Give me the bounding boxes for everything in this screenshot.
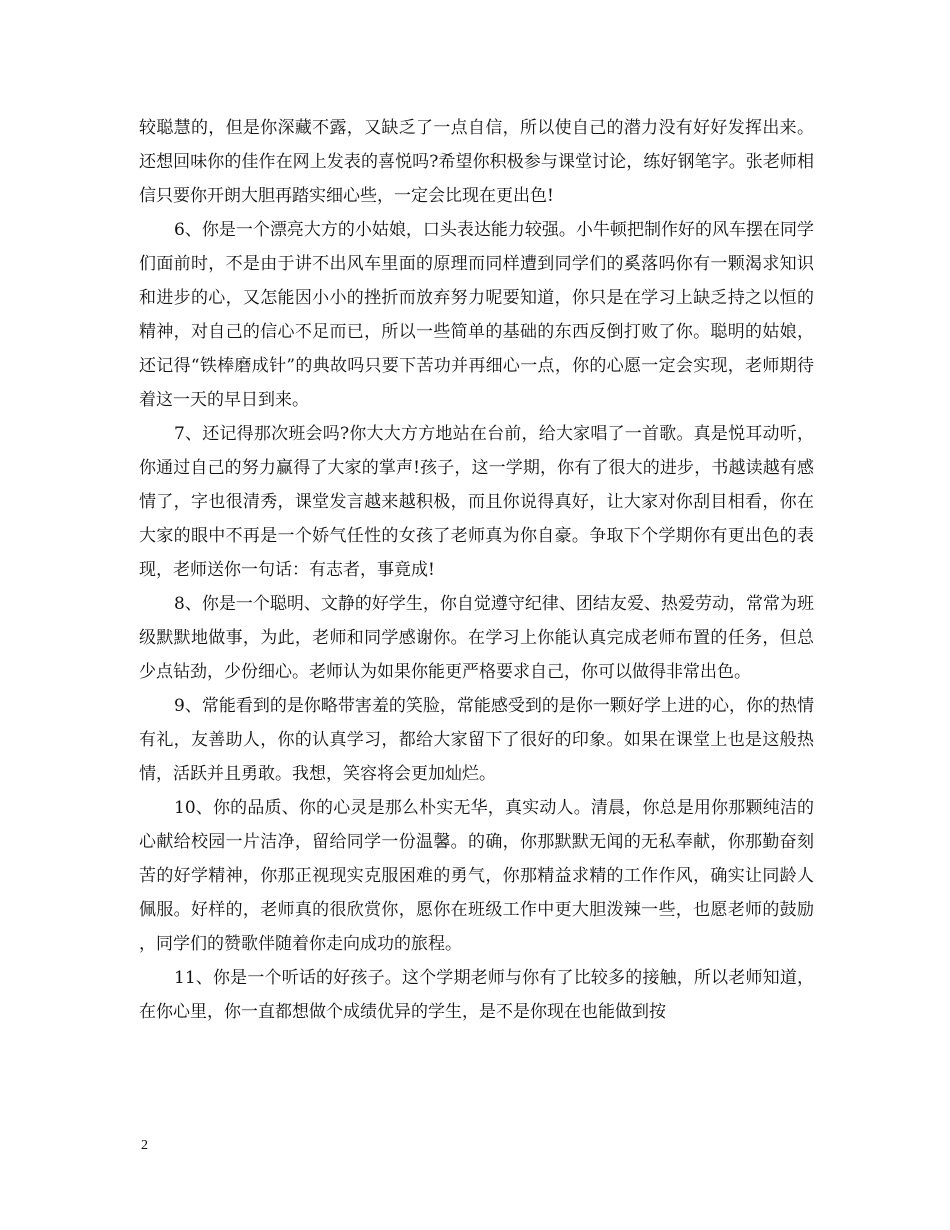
- page-number: 2: [141, 1138, 148, 1153]
- paragraph-item-9: 9、常能看到的是你略带害羞的笑脸，常能感受到的是你一颗好学上进的心，你的热情有礼，友善助人，你的认真学习，都给大家留下了很好的印象。如果在课堂上也是这般热情，活跃并且勇敢。我想，笑容将会更加灿烂。: [139, 696, 814, 784]
- paragraph-item-11: 11、你是一个听话的好孩子。这个学期老师与你有了比较多的接触，所以老师知道，在你心里，你一直都想做个成绩优异的学生，是不是你现在也能做到按: [139, 968, 814, 1022]
- paragraph-continued: 较聪慧的，但是你深藏不露，又缺乏了一点自信，所以使自己的潜力没有好好发挥出来。还想回味你的佳作在网上发表的喜悦吗?希望你积极参与课堂讨论，练好钢笔字。张老师相信只要你开朗大胆再踏实细心些，一定会比现在更出色!: [139, 118, 814, 206]
- paragraph-item-8: 8、你是一个聪明、文静的好学生，你自觉遵守纪律、团结友爱、热爱劳动，常常为班级默默地做事，为此，老师和同学感谢你。在学习上你能认真完成老师布置的任务，但总少点钻劲，少份细心。老师认为如果你能更严格要求自己，你可以做得非常出色。: [139, 594, 814, 682]
- paragraph-item-6: 6、你是一个漂亮大方的小姑娘，口头表达能力较强。小牛顿把制作好的风车摆在同学们面前时，不是由于讲不出风车里面的原理而同样遭到同学们的奚落吗你有一颗渴求知识和进步的心，又怎能因小小的挫折而放弃努力呢要知道，你只是在学习上缺乏持之以恒的精神，对自己的信心不足而已，所以一些简单的基础的东西反倒打败了你。聪明的姑娘，还记得“铁棒磨成针”的典故吗只要下苦功并再细心一点，你的心愿一定会实现，老师期待着这一天的早日到来。: [139, 220, 814, 410]
- paragraph-item-10: 10、你的品质、你的心灵是那么朴实无华，真实动人。清晨，你总是用你那颗纯洁的心献给校园一片洁净，留给同学一份温馨。的确，你那默默无闻的无私奉献，你那勤奋刻苦的好学精神，你那正视现实克服困难的勇气，你那精益求精的工作作风，确实让同龄人佩服。好样的，老师真的很欣赏你，愿你在班级工作中更大胆泼辣一些，也愿老师的鼓励，同学们的赞歌伴随着你走向成功的旅程。: [139, 798, 814, 954]
- paragraph-item-7: 7、还记得那次班会吗?你大大方方地站在台前，给大家唱了一首歌。真是悦耳动听，你通过自己的努力赢得了大家的掌声!孩子，这一学期，你有了很大的进步，书越读越有感情了，字也很清秀，课堂发言越来越积极，而且你说得真好，让大家对你刮目相看，你在大家的眼中不再是一个娇气任性的女孩了老师真为你自豪。争取下个学期你有更出色的表现，老师送你一句话：有志者，事竟成!: [139, 424, 814, 580]
- document-body: [139, 111, 814, 1029]
